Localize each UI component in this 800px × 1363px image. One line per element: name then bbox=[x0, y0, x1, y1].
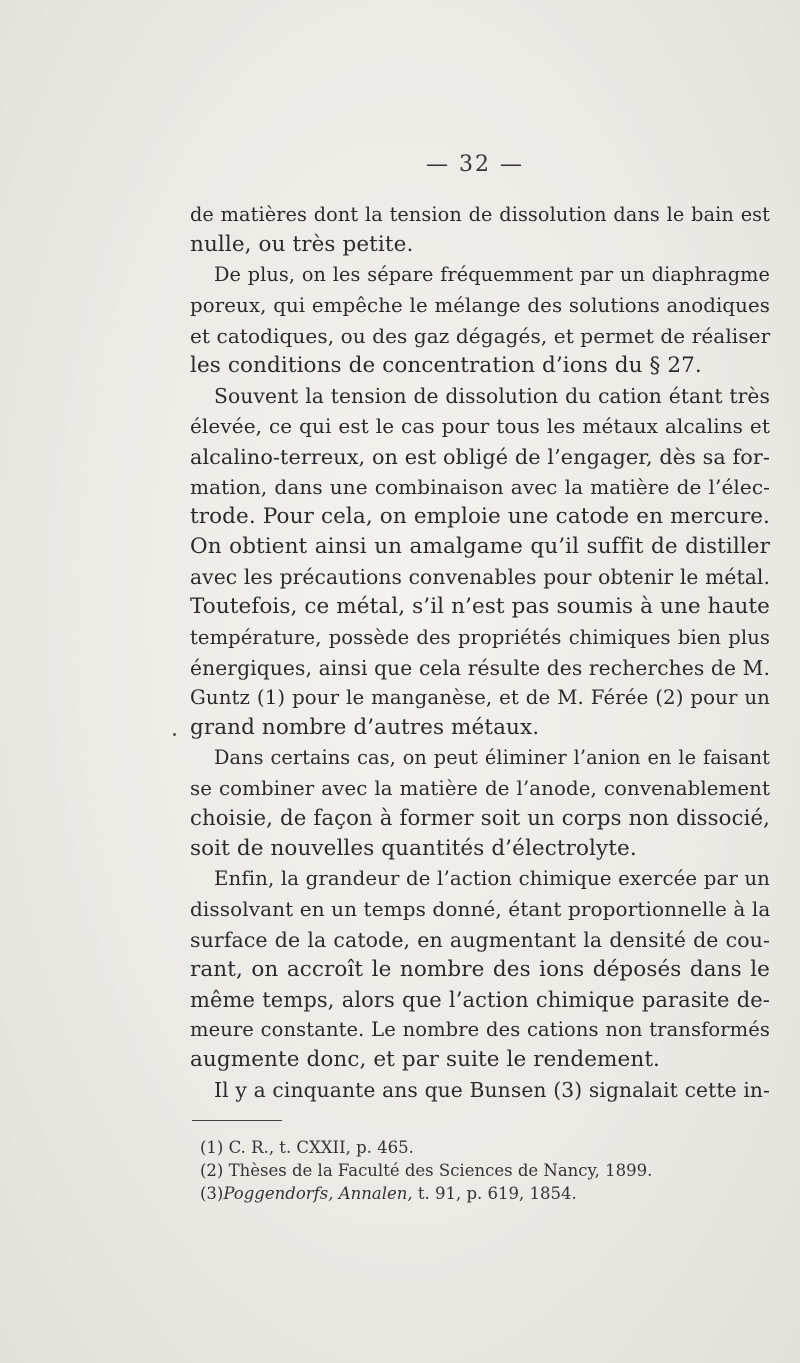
text-line: les conditions de concentration d’ions du § 27. bbox=[190, 352, 702, 378]
text-line: alcalino-terreux, on est obligé de l’engager, dès sa for- bbox=[190, 444, 770, 469]
text-line: se combiner avec la matière de l’anode, convenablement bbox=[190, 776, 770, 800]
footnote-marker: (2) bbox=[200, 1161, 229, 1180]
footnote bbox=[200, 1182, 720, 1205]
footnotes bbox=[200, 1136, 720, 1205]
text-line: On obtient ainsi un amalgame qu’il suffit de distiller bbox=[190, 534, 770, 560]
footnote-marker: (3) bbox=[200, 1184, 224, 1203]
text-line: et catodiques, ou des gaz dégagés, et permet de réaliser bbox=[190, 323, 771, 348]
text-line: Guntz (1) pour le manganèse, et de M. Férée (2) pour un bbox=[190, 686, 770, 709]
text-line: avec les précautions convenables pour obtenir le métal. bbox=[190, 565, 770, 590]
footnote-separator bbox=[192, 1120, 282, 1121]
text-line: énergiques, ainsi que cela résulte des recherches de M. bbox=[190, 655, 770, 680]
text-line: soit de nouvelles quantités d’électrolyte. bbox=[190, 835, 637, 861]
text-line: Toutefois, ce métal, s’il n’est pas soumis à une haute bbox=[190, 594, 770, 620]
text-line: même temps, alors que l’action chimique parasite de- bbox=[190, 987, 770, 1012]
footnote-plain: C. R., t. CXXII, p. 465. bbox=[228, 1138, 414, 1157]
text-line: température, possède des propriétés chimiques bien plus bbox=[190, 625, 770, 649]
text-line: Il y a cinquante ans que Bunsen (3) signalait cette in- bbox=[214, 1078, 770, 1103]
text-line: dissolvant en un temps donné, étant proportionnelle à la bbox=[190, 897, 771, 922]
text-line: poreux, qui empêche le mélange des solutions anodiques bbox=[190, 293, 770, 317]
footnote bbox=[200, 1136, 720, 1159]
text-line: de matières dont la tension de dissolution dans le bain est bbox=[190, 203, 770, 226]
footnote-plain: Thèses de la Faculté des Sciences de Nancy, 1899. bbox=[228, 1161, 653, 1180]
text-line: mation, dans une combinaison avec la matière de l’élec- bbox=[190, 474, 770, 499]
text-line: De plus, on les sépare fréquemment par un diaphragme bbox=[214, 263, 770, 287]
text-line: Enfin, la grandeur de l’action chimique exercée par un bbox=[214, 867, 770, 891]
text-line: trode. Pour cela, on emploie une catode en mercure. bbox=[190, 503, 770, 529]
text-line: rant, on accroît le nombre des ions déposés dans le bbox=[190, 956, 770, 982]
footnote bbox=[200, 1159, 720, 1182]
body-text bbox=[190, 200, 770, 1106]
footnote-marker: (1) bbox=[200, 1138, 229, 1157]
text-line: élevée, ce qui est le cas pour tous les métaux alcalins et bbox=[190, 414, 770, 439]
text-line: Souvent la tension de dissolution du cation étant très bbox=[214, 384, 770, 409]
footnote-italic: Poggendorfs, Annalen, bbox=[223, 1184, 413, 1203]
text-line: choisie, de façon à former soit un corps non dissocié, bbox=[190, 805, 770, 831]
page-number: — 32 — bbox=[426, 152, 524, 177]
text-line: meure constante. Le nombre des cations non transformés bbox=[190, 1018, 770, 1042]
text-line: surface de la catode, en augmentant la densité de cou- bbox=[190, 927, 770, 952]
text-line: nulle, ou très petite. bbox=[190, 232, 414, 258]
footnote-tail: t. 91, p. 619, 1854. bbox=[412, 1184, 577, 1203]
text-line: Dans certains cas, on peut éliminer l’anion en le faisant bbox=[214, 746, 770, 770]
text-line: grand nombre d’autres métaux. bbox=[190, 715, 540, 741]
text-line: augmente donc, et par suite le rendement. bbox=[190, 1047, 660, 1073]
print-speck bbox=[173, 733, 176, 736]
